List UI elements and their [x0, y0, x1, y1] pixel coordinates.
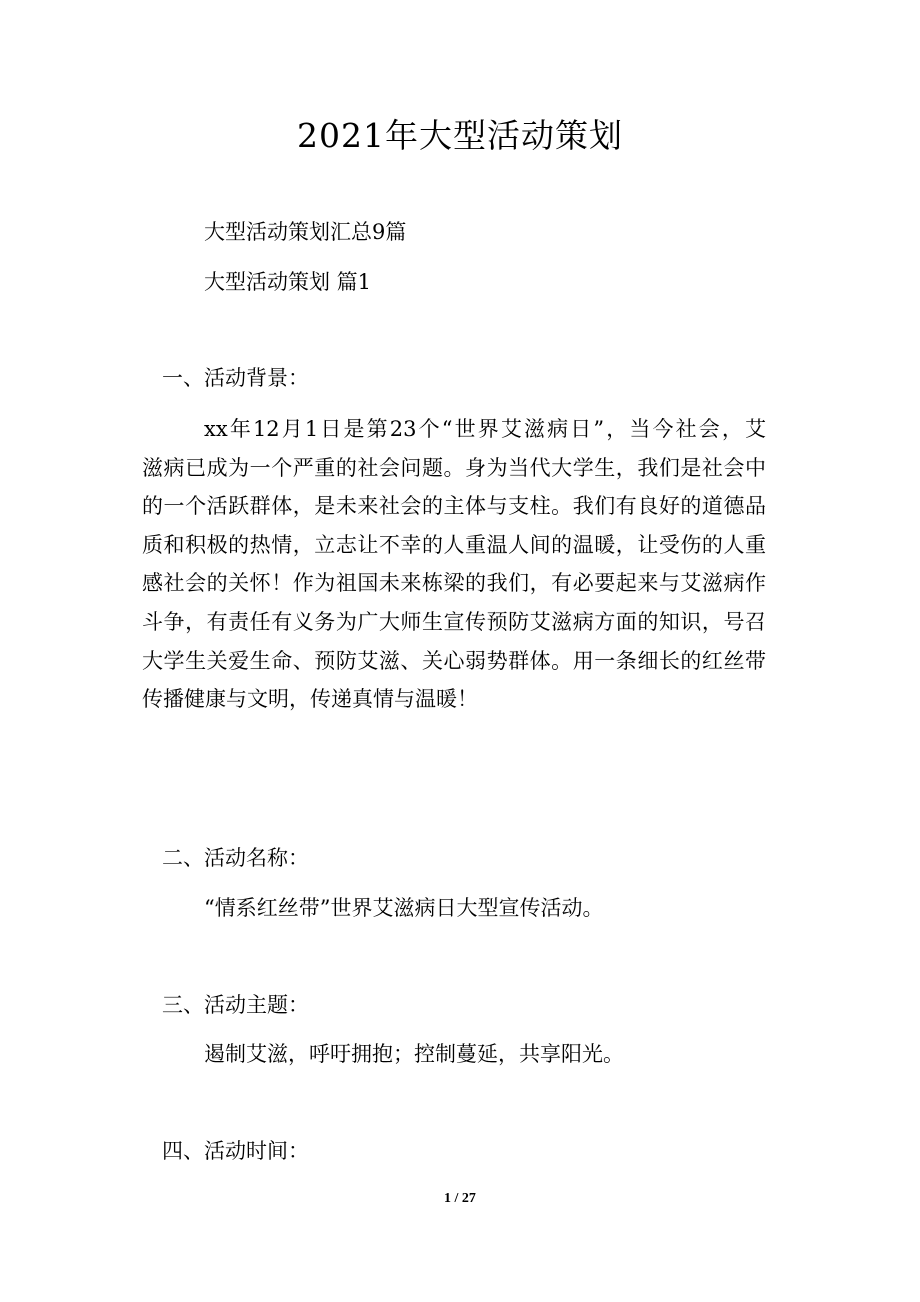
paragraph-line: 的一个活跃群体，是未来社会的主体与支柱。我们有良好的道德品	[142, 494, 766, 519]
section-heading-name: 二、活动名称：	[162, 846, 309, 870]
background-paragraph	[142, 410, 766, 719]
section-heading-theme: 三、活动主题：	[162, 993, 309, 1017]
article-heading: 大型活动策划 篇1	[204, 270, 372, 294]
paragraph-line: 传播健康与文明，传递真情与温暖！	[142, 687, 478, 712]
subtitle: 大型活动策划汇总9篇	[204, 220, 407, 244]
section-heading-background: 一、活动背景：	[162, 366, 309, 390]
section-body-theme: 遏制艾滋，呼吁拥抱；控制蔓延，共享阳光。	[204, 1042, 624, 1066]
section-body-name: “情系红丝带”世界艾滋病日大型宣传活动。	[204, 896, 604, 920]
section-heading-time: 四、活动时间：	[162, 1139, 309, 1163]
paragraph-line: 大学生关爱生命、预防艾滋、关心弱势群体。用一条细长的红丝带	[142, 648, 766, 673]
document-title: 2021年大型活动策划	[297, 116, 623, 155]
page-indicator: 1 / 27	[444, 1191, 476, 1206]
paragraph-line: 滋病已成为一个严重的社会问题。身为当代大学生，我们是社会中	[142, 455, 766, 480]
paragraph-line: 斗争，有责任有义务为广大师生宣传预防艾滋病方面的知识，号召	[142, 609, 766, 634]
paragraph-line: 感社会的关怀！作为祖国未来栋梁的我们，有必要起来与艾滋病作	[142, 571, 766, 596]
paragraph-line: 质和积极的热情，立志让不幸的人重温人间的温暖，让受伤的人重	[142, 532, 766, 557]
paragraph-line: xx年12月1日是第23个“世界艾滋病日”，当今社会，艾	[204, 417, 766, 441]
